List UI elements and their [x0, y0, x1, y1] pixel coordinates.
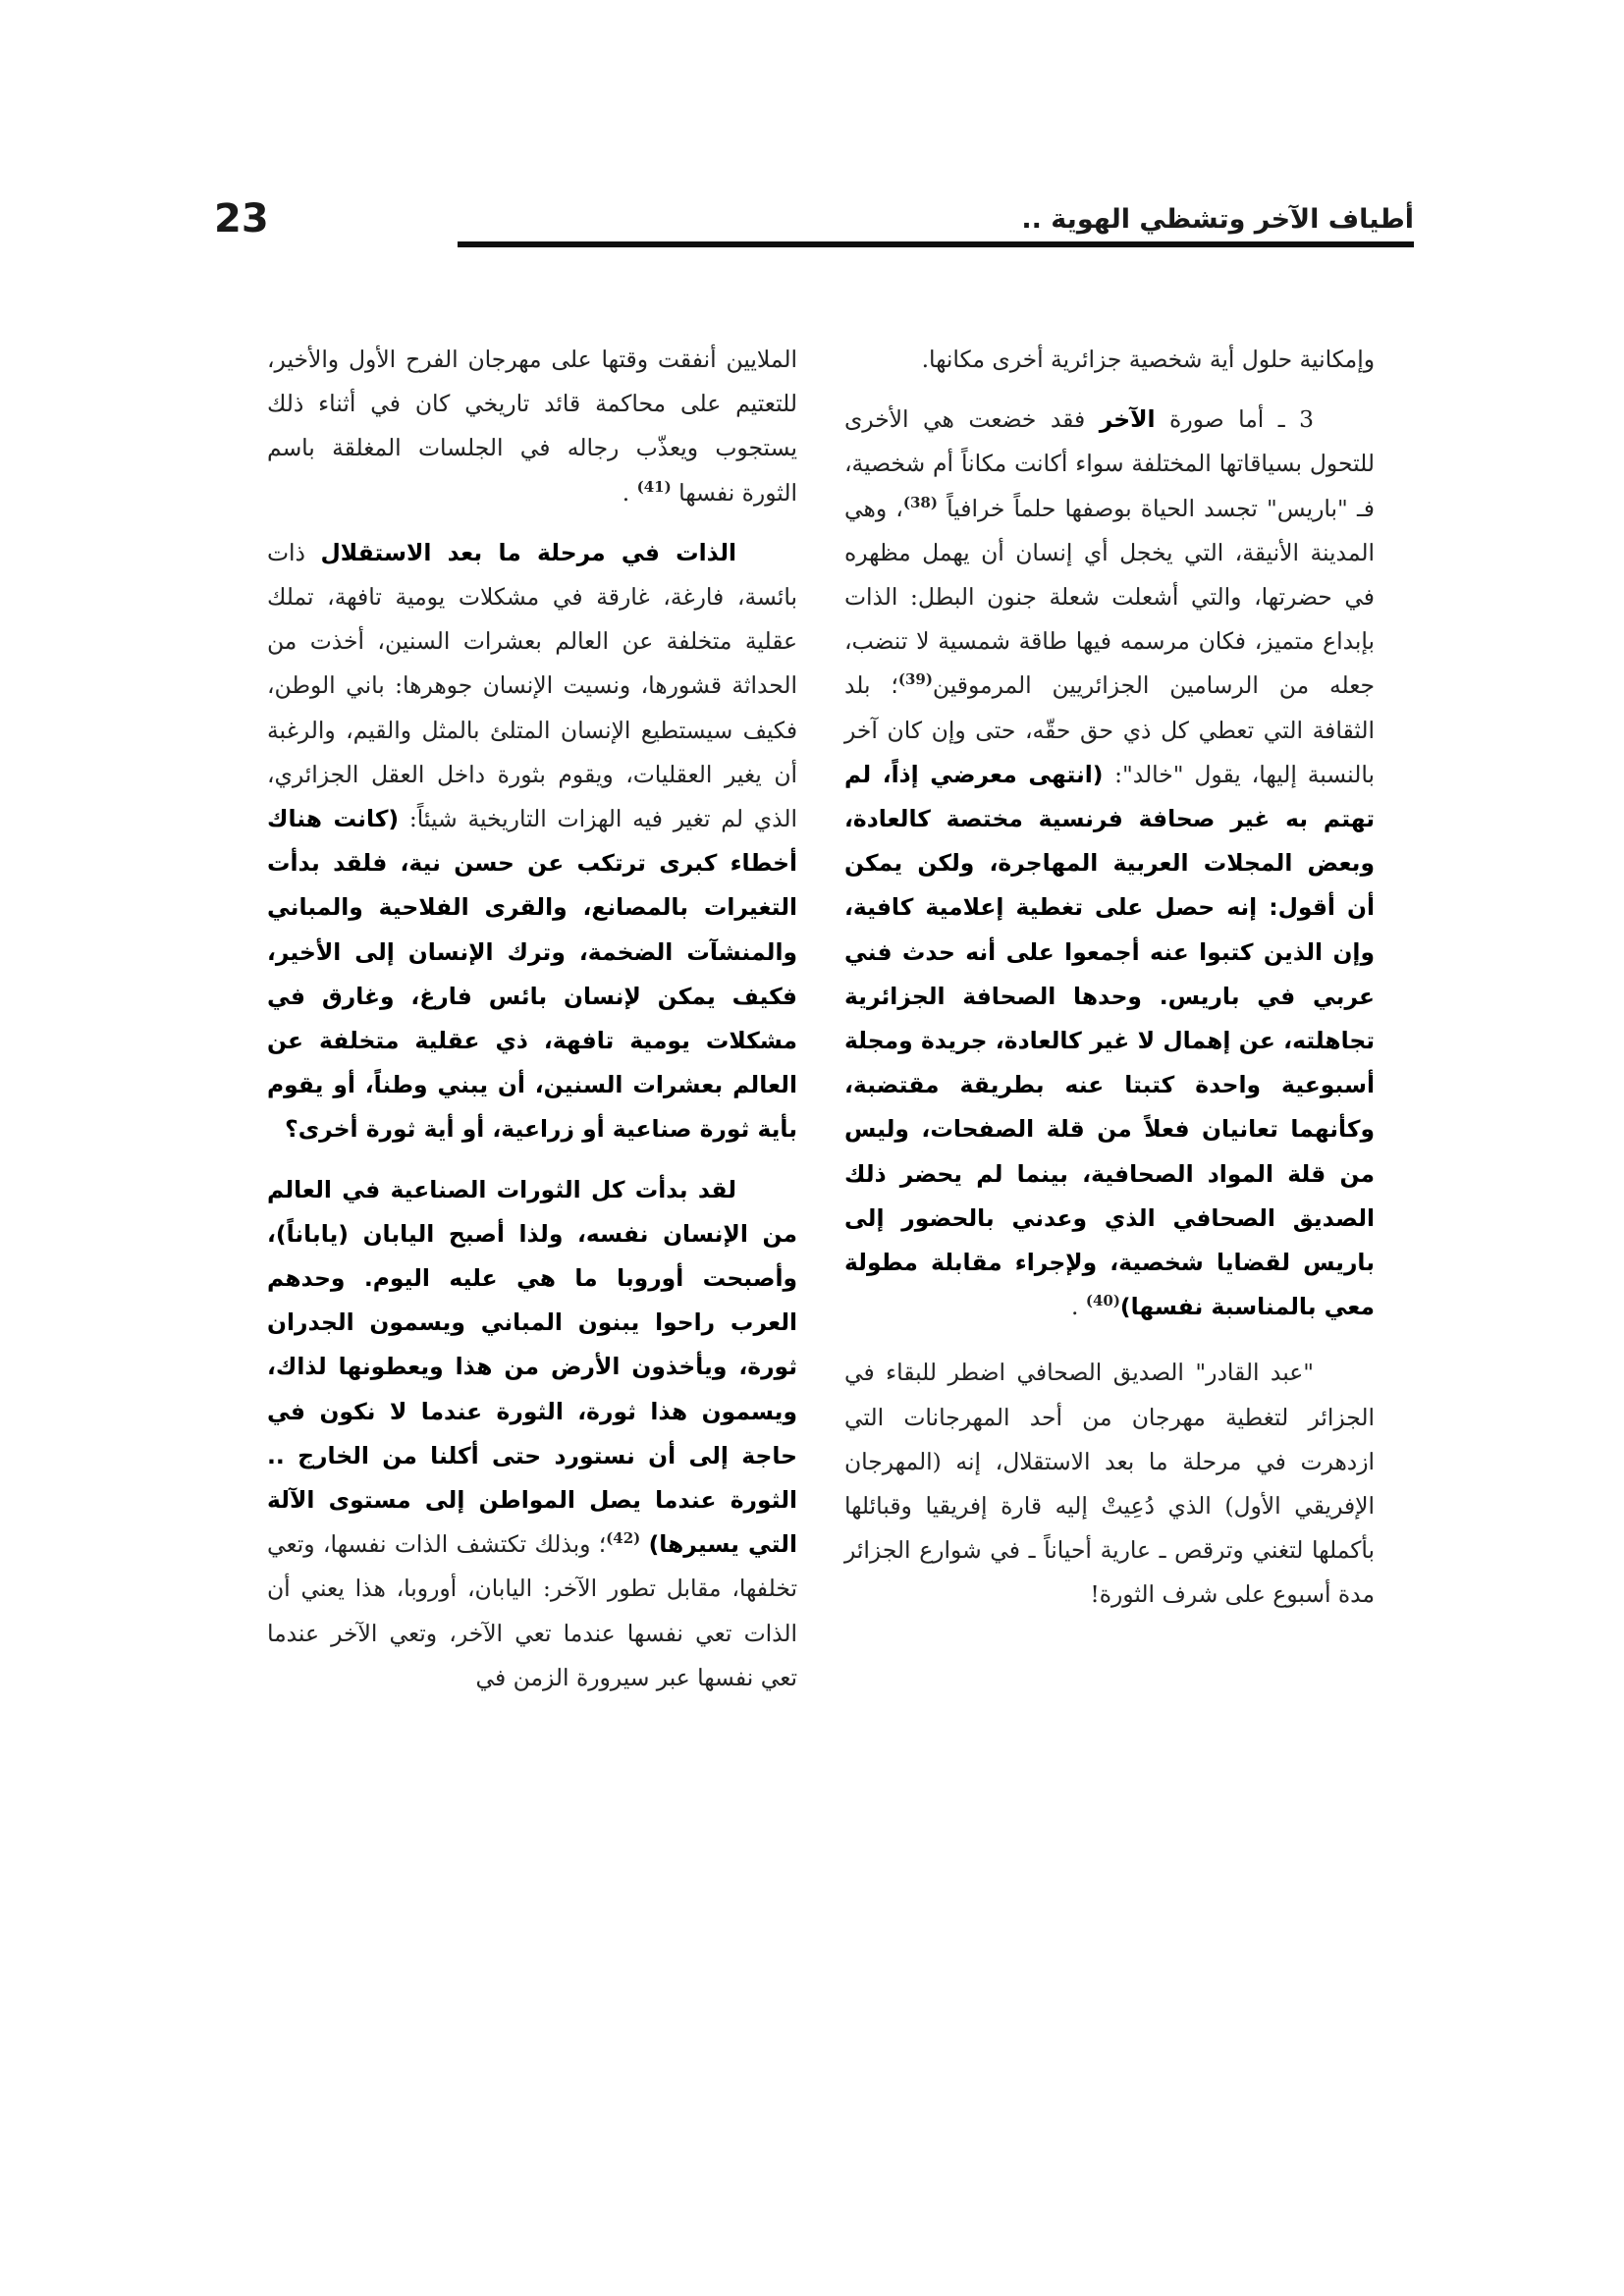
- paragraph-text: .: [622, 478, 637, 507]
- section-heading: الذات في مرحلة ما بعد الاستقلال: [320, 538, 736, 566]
- emphasis: الآخر: [1099, 405, 1156, 434]
- paragraph: [267, 338, 797, 515]
- paragraph: [844, 398, 1375, 1329]
- left-column: [267, 338, 797, 1700]
- paragraph: [267, 1168, 797, 1700]
- paragraph-text: ؛ بلد الثقافة التي تعطي كل ذي حق حقّه، حتى وإن كان آخر بالنسبة إليها، يقول "خالد":: [844, 671, 1375, 788]
- page-header: [206, 192, 1414, 259]
- paragraph-text: فقد خضعت هي الأخرى للتحول بسياقاتها المختلفة سواء أكانت مكاناً أم شخصية، فـ "باريس" تجسد الحياة بوصفها حلماً خرافياً: [844, 405, 1375, 522]
- footnote-ref: (39): [897, 670, 933, 689]
- paragraph: [267, 531, 797, 1152]
- paragraph: [844, 338, 1375, 382]
- quote-bold: لقد بدأت كل الثورات الصناعية في العالم من الإنسان نفسه، ولذا أصبح اليابان (ياباناً)، وأصبحت أوروبا ما هي عليه اليوم. وحدهم العرب راحوا يبنون المباني ويسمون الجدران ثورة، ويأخذون الأرض من هذا ويعطونها لذاك، ويسمون هذا ثورة، الثورة عندما لا نكون في حاجة إلى أن نستورد حتى أكلنا من الخارج .. الثورة عندما يصل المواطن إلى مستوى الآلة التي يسيرها): [267, 1175, 797, 1559]
- footnote-ref: (38): [902, 493, 938, 511]
- paragraph-text: "عبد القادر" الصديق الصحافي اضطر للبقاء في الجزائر لتغطية مهرجان من أحد المهرجانات التي ازدهرت في مرحلة ما بعد الاستقلال، إنه (المهرجان الإفريقي الأول) الذي دُعِيتْ إليه قارة إفريقيا وقبائلها بأكملها لتغني وترقص ـ عارية أحياناً ـ في شوارع الجزائر مدة أسبوع على شرف الثورة!: [844, 1359, 1375, 1609]
- paragraph-text: .: [1070, 1293, 1086, 1321]
- quote-bold: (كانت هناك أخطاء كبرى ترتكب عن حسن نية، فلقد بدأت التغيرات بالمصانع، والقرى الفلاحية والمباني والمنشآت الضخمة، وترك الإنسان إلى الأخير، فكيف يمكن لإنسان بائس فارغ، وغارق في مشكلات يومية تافهة، ذي عقلية متخلفة عن العالم بعشرات السنين، أن يبني وطناً، أو يقوم بأية ثورة صناعية أو زراعية، أو أية ثورة أخرى؟: [267, 805, 797, 1144]
- page-number: 23: [214, 196, 269, 241]
- paragraph-text: ؛ وبذلك تكتشف الذات نفسها، وتعي تخلفها، مقابل تطور الآخر: اليابان، أوروبا، هذا يعني أن الذات تعي نفسها عندما تعي الآخر، وتعي الآخر عندما تعي نفسها عبر سيرورة الزمن في: [267, 1530, 797, 1691]
- paragraph: [844, 1351, 1375, 1617]
- footnote-ref: (40): [1085, 1292, 1120, 1310]
- paragraph-text: ، وهي المدينة الأنيقة، التي يخجل أي إنسان أن يهمل مظهره في حضرتها، والتي أشعلت شعلة جنون البطل: الذات بإبداع متميز، فكان مرسمه فيها طاقة شمسية لا تنضب، جعله من الرسامين الجزائريين المرموقين: [844, 494, 1375, 700]
- footnote-ref: (41): [636, 477, 672, 496]
- section-number: 3: [1299, 405, 1315, 434]
- paragraph-text: وإمكانية حلول أية شخصية جزائرية أخرى مكانها.: [921, 346, 1375, 373]
- running-title: أطياف الآخر وتشظي الهوية ..: [1021, 204, 1414, 235]
- quote-bold: (انتهى معرضي إذاً، لم تهتم به غير صحافة فرنسية مختصة كالعادة، وبعض المجلات العربية المهاجرة، ولكن يمكن أن أقول: إنه حصل على تغطية إعلامية كافية، وإن الذين كتبوا عنه أجمعوا على أنه حدث فني عربي في باريس. وحدها الصحافة الجزائرية تجاهلته، عن إهمال لا غير كالعادة، جريدة ومجلة أسبوعية واحدة كتبتا عنه بطريقة مقتضبة، وكأنهما تعانيان فعلاً من قلة الصفحات، وليس من قلة المواد الصحافية، بينما لم يحضر ذلك الصديق الصحافي الذي وعدني بالحضور إلى باريس لقضايا شخصية، ولإجراء مقابلة مطولة معي بالمناسبة نفسها): [844, 760, 1375, 1321]
- paragraph-text: ذات بائسة، فارغة، غارقة في مشكلات يومية تافهة، تملك عقلية متخلفة عن العالم بعشرات السنين، أخذت من الحداثة قشورها، ونسيت الإنسان جوهرها: باني الوطن، فكيف سيستطيع الإنسان المتلئ بالمثل والقيم، والرغبة أن يغير العقليات، ويقوم بثورة داخل العقل الجزائري، الذي لم تغير فيه الهزات التاريخية شيئاً:: [267, 538, 798, 833]
- header-rule: [458, 241, 1414, 247]
- right-column: [844, 338, 1375, 1618]
- footnote-ref: (42): [606, 1529, 641, 1548]
- paragraph-text: الملايين أنفقت وقتها على مهرجان الفرح الأول والأخير، للتعتيم على محاكمة قائد تاريخي كان في أثناء ذلك يستجوب ويعذّب رجاله في الجلسات المغلقة باسم الثورة نفسها: [267, 346, 797, 507]
- paragraph-text: ـ أما صورة: [1155, 405, 1300, 434]
